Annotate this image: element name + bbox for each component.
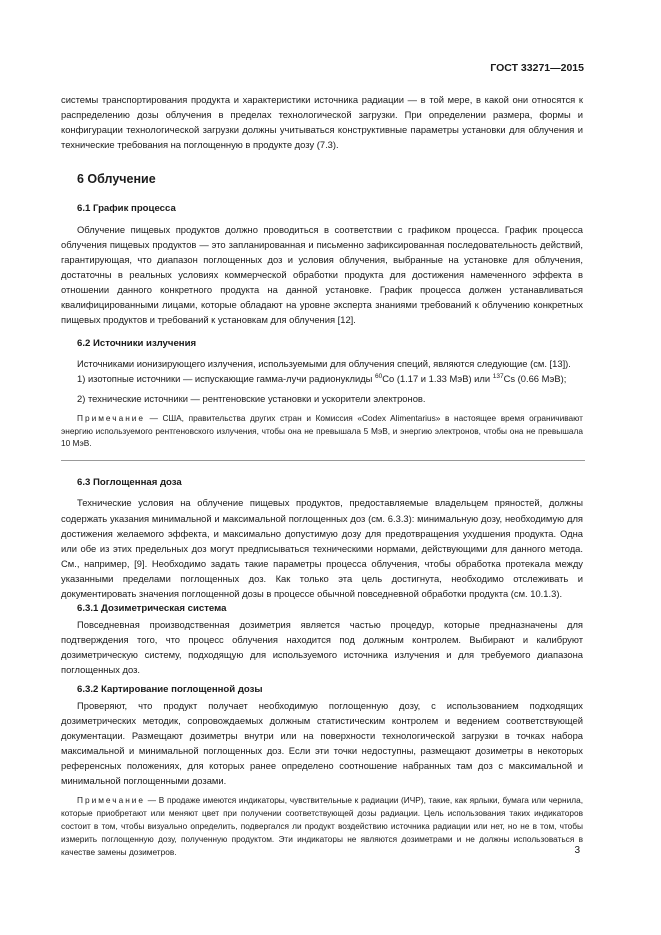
section-6-title: 6 Облучение: [77, 172, 156, 187]
section-6-3-1-title: 6.3.1 Дозиметрическая система: [77, 603, 227, 615]
section-6-3-2-note: [61, 794, 583, 859]
note-label: Примечание: [77, 412, 146, 423]
section-6-2-note: [61, 412, 583, 451]
note-text: — США, правительства других стран и Комиссия «Codex Alimentarius» в настоящее время ограничивают энергию используемого рентгеновского излучения, чтобы она не превышала 5 МэВ, и энергию электронов, чтобы она не превышала 10 МэВ.: [61, 412, 583, 449]
note-text: — В продаже имеются индикаторы, чувствительные к радиации (ИЧР), такие, как ярлыки, бумага или чернила, которые приобретают или меняют цвет при получении соответствующей дозы радиации. Цель использования таких индикаторов состоит в том, чтобы визуально определить, подвергался ли продукт воздействию источника радиации или нет, но не в том, чтобы измерить поглощенную дозу, полученную продуктом. Эти индикаторы не являются дозиметрами и не должны использоваться в качестве замены дозиметров.: [61, 795, 583, 857]
item-1-part-b: Co (1.17 и 1.33 МэВ) или: [382, 373, 493, 385]
item-1-part-c: Cs (0.66 МэВ);: [503, 373, 567, 385]
section-6-2-item-1: [61, 371, 583, 386]
page-number: 3: [574, 845, 580, 856]
section-6-1-paragraph: Облучение пищевых продуктов должно проводиться в соответствии с графиком процесса. График процесса облучения пищевых продуктов — это запланированная и письменно зафиксированная последовательность действий, гарантирующая, что диапазон поглощенных доз и условия облучения, выбранные на установке для облучения, достаточны в реальных условиях коммерческой обработки продукта для достижения намеченного эффекта в отношении данного конкретного продукта на данной установке. График процесса должен устанавливаться квалифицированными лицами, которые обладают на уровне эксперта знаниями требований к облучению конкретных пищевых продуктов и требований к установкам для облучения [12].: [61, 223, 583, 326]
section-6-3-1-paragraph: Повседневная производственная дозиметрия является частью процедур, которые предназначены для подтверждения того, что процесс облучения находится под должным контролем. Выбирают и калибруют дозиметрическую систему, подходящую для используемого источника излучения и для требуемого диапазона поглощенных доз.: [61, 619, 583, 676]
note-label: Примечание: [77, 795, 146, 806]
section-6-2-item-2: 2) технические источники — рентгеновские установки и ускорители электронов.: [77, 392, 426, 404]
isotope-mass-137: 137: [492, 373, 504, 381]
section-6-3-2-title: 6.3.2 Картирование поглощенной дозы: [77, 683, 263, 695]
page-content: [61, 92, 583, 859]
section-6-3-paragraph: Технические условия на облучение пищевых продуктов, предоставляемые владельцем пряностей, должны содержать указания минимальной и максимальной поглощенных доз (см. 6.3.3): минимальную дозу, необходимую для достижения желаемого эффекта, и максимально допустимую дозу для предотвращения ухудшения продукта. Одна или обе из этих предельных доз могут предписываться техническими нормами, действующими для данного метода. См., например, [9]. Необходимо задать такие параметры процесса облучения, чтобы обработка протекала между указанными пределами поглощенных доз. Как только эта цель достигнута, необходимо отслеживать и документировать значения поглощенной дозы в процессе обычной повседневной обработки продукта (см. 10.1.3).: [61, 497, 583, 599]
section-6-1-title: 6.1 График процесса: [77, 203, 176, 215]
intro-paragraph: системы транспортирования продукта и характеристики источника радиации — в той мере, в какой они относятся к распределению дозы облучения в пределах технологической загрузки. При определении размера, формы и конфигурации технологической загрузки должны учитываться конструктивные параметры установки для облучения и технические требования на поглощенную в продукте дозу (7.3).: [61, 94, 583, 151]
item-1-part-a: 1) изотопные источники — испускающие гамма-лучи радионуклиды: [77, 373, 376, 385]
divider: [61, 460, 585, 461]
document-id: ГОСТ 33271—2015: [490, 62, 584, 74]
section-6-2-title: 6.2 Источники излучения: [77, 338, 197, 350]
section-6-2-paragraph: Источниками ионизирующего излучения, используемыми для облучения специй, являются следующие (см. [13]).: [77, 358, 571, 370]
isotope-mass-60: 60: [375, 373, 383, 381]
section-6-3-title: 6.3 Поглощенная доза: [77, 477, 182, 489]
section-6-3-2-paragraph: Проверяют, что продукт получает необходимую поглощенную дозу, с использованием подходящих дозиметрических методик, сопровождаемых должным статистическим контролем и ведением соответствующей документации. Размещают дозиметры внутри или на поверхности технологической загрузки в точках набора максимальной и минимальной поглощенных доз. Если эти точки недоступны, размещают дозиметры в некоторых референсных положениях, для которых ранее определено соотношение набранных там доз с максимальной и минимальной поглощенными дозами.: [61, 699, 583, 787]
